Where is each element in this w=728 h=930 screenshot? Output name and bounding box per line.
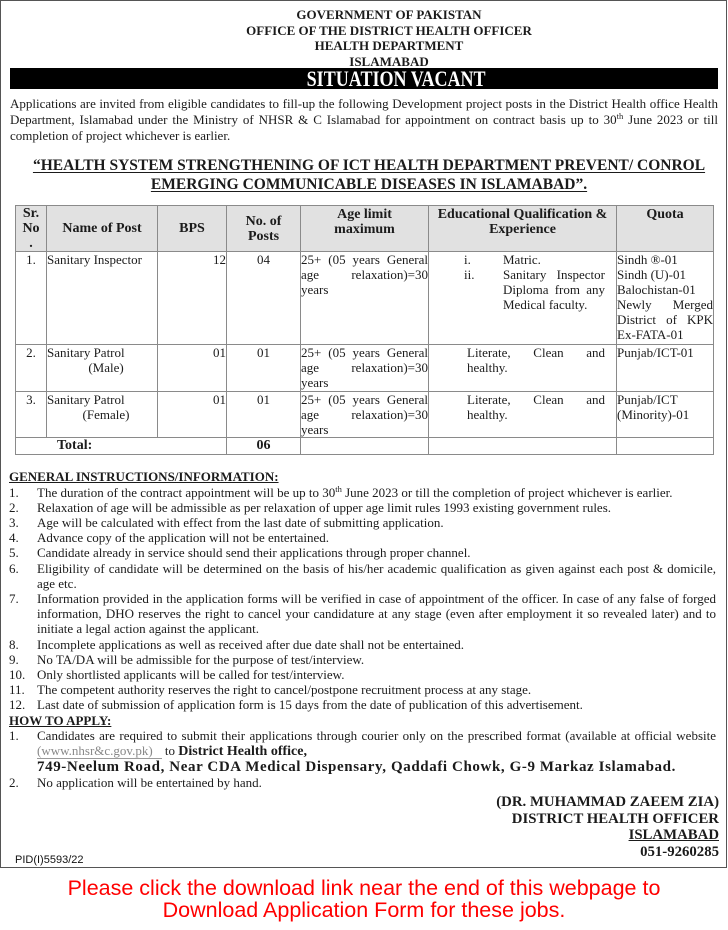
instruction-item	[9, 652, 718, 667]
item-text: Candidate already in service should send their applications through proper channel.	[37, 545, 471, 561]
item-text: No TA/DA will be admissible for the purpose of test/interview.	[37, 651, 365, 667]
apply-instruction-text: Candidates are required to submit their applications through courier only on the prescribed format (available at official website	[37, 727, 716, 743]
item-text-end: June 2023 or till the completion of project whichever is earlier.	[341, 484, 673, 500]
instruction-item	[9, 667, 718, 682]
qualification-numeral: i.	[464, 252, 471, 267]
instruction-item	[9, 485, 718, 500]
item-text: The competent authority reserves the right to cancel/postpone recruitment process at any stage.	[37, 682, 532, 698]
cell-qualification	[429, 392, 617, 438]
item-number: 2.	[9, 499, 19, 515]
quota-entry: Punjab/ICT-01	[617, 345, 694, 360]
cell-bps: 01	[158, 392, 227, 438]
item-number: 7.	[9, 591, 19, 607]
instruction-item	[9, 530, 718, 545]
item-number: 3.	[9, 515, 19, 530]
instruction-item	[9, 500, 718, 515]
qualification-text: Matric.	[503, 252, 541, 267]
quota-entry: Balochistan-01	[617, 282, 696, 297]
col-header-posts	[227, 206, 301, 252]
age-limit-label: Age limit maximum	[334, 207, 395, 237]
post-gender: (Male)	[88, 360, 124, 375]
instruction-item	[9, 561, 718, 591]
instruction-item	[9, 545, 718, 560]
to-label: to	[164, 743, 176, 759]
how-to-apply-heading: HOW TO APPLY:	[9, 712, 112, 728]
cell-qualification	[429, 252, 617, 345]
header-line-city: ISLAMABAD	[349, 53, 429, 69]
col-header-post-name: Name of Post	[47, 206, 158, 252]
table-total-row	[16, 438, 714, 455]
situation-vacant-banner	[10, 68, 718, 89]
cell-posts: 01	[227, 345, 301, 392]
quota-entry: Newly Merged District of KPK Ex-FATA-01	[617, 297, 713, 342]
header-line-office: OFFICE OF THE DISTRICT HEALTH OFFICER	[246, 22, 532, 38]
col-header-age-limit	[301, 206, 429, 252]
pid-number: PID(I)5593/22	[15, 853, 84, 866]
total-empty-cell	[429, 438, 617, 455]
officer-location-text: ISLAMABAD	[628, 827, 719, 844]
qualification-text: Literate, Clean and healthy.	[467, 392, 605, 422]
cell-post-name	[47, 252, 158, 345]
col-header-sr-no	[16, 206, 47, 252]
download-notice-line: Download Application Form for these jobs.	[162, 898, 566, 922]
instruction-item	[9, 682, 718, 697]
cell-bps: 01	[158, 345, 227, 392]
intro-text: Applications are invited from eligible candidates to fill-up the following Development project posts in the District Health office Health Department, Islamabad under the Ministry of NHSR & C Islamabad for appointment on contract basis up to 30	[10, 96, 718, 127]
download-notice-line: Please click the download link near the end of this webpage to	[67, 876, 661, 900]
officer-location	[496, 827, 719, 844]
item-number: 11.	[9, 682, 25, 698]
table-row	[16, 252, 714, 345]
intro-paragraph	[10, 96, 718, 144]
officer-name: (DR. MUHAMMAD ZAEEM ZIA)	[496, 794, 719, 810]
item-number: 4.	[9, 530, 19, 546]
post-gender: (Female)	[82, 407, 130, 422]
office-name: District Health office,	[178, 744, 307, 760]
item-number: 1.	[9, 727, 19, 743]
instructions-section	[9, 469, 718, 790]
signature-block	[496, 794, 719, 861]
instruction-item	[9, 697, 718, 712]
post-name: Sanitary Patrol	[47, 392, 125, 407]
item-number: 5.	[9, 545, 19, 561]
item-text: Incomplete applications as well as received after due date shall not be entertained.	[37, 636, 465, 652]
item-text: Age will be calculated with effect from the last date of submitting application.	[37, 515, 444, 530]
qualification-numeral: ii.	[464, 267, 475, 282]
banner-title: SITUATION VACANT	[307, 68, 486, 89]
cell-bps: 12	[158, 252, 227, 345]
officer-phone: 051-9260285	[640, 844, 719, 861]
item-text: Information provided in the application forms will be verified in case of appointment of the officer. In case of any false of forged information, DHO reserves the right to cancel your candidature at any stage (even after employment it so revealed later) and to initiate a legal action against the applicant.	[37, 591, 716, 637]
item-number: 10.	[9, 667, 26, 683]
item-number: 1.	[9, 484, 19, 500]
cell-quota	[617, 392, 714, 438]
header-line-government: GOVERNMENT OF PAKISTAN	[296, 7, 482, 22]
item-number: 6.	[9, 560, 19, 576]
table-header-row	[16, 206, 714, 252]
instruction-item	[9, 591, 718, 637]
office-header	[51, 7, 727, 69]
item-text	[37, 728, 718, 776]
apply-item	[9, 728, 718, 776]
office-address: 749-Neelum Road, Near CDA Medical Dispensary, Qaddafi Chowk, G-9 Markaz Islamabad.	[37, 759, 676, 776]
item-superscript: th	[335, 484, 342, 494]
quota-entry: Sindh ®-01	[617, 252, 678, 267]
item-text: Relaxation of age will be admissible as per relaxation of upper age limit rules 1993 existing government rules.	[37, 499, 612, 515]
col-header-bps: BPS	[158, 206, 227, 252]
official-website-link[interactable]: (www.nhsr&c.gov.pk)	[37, 743, 162, 759]
total-empty-cell	[617, 438, 714, 455]
qualification-item	[429, 252, 616, 267]
cell-quota	[617, 252, 714, 345]
cell-post-name	[47, 392, 158, 438]
item-text	[37, 485, 718, 500]
cell-quota	[617, 345, 714, 392]
cell-sr-no: 3.	[16, 392, 47, 438]
qualification-item	[429, 267, 616, 312]
cell-posts: 04	[227, 252, 301, 345]
item-text: Eligibility of candidate will be determined on the basis of his/her academic qualification as given against each post & domicile, age etc.	[37, 560, 716, 591]
item-number: 2.	[9, 775, 19, 791]
cell-qualification	[429, 345, 617, 392]
instruction-item	[9, 515, 718, 530]
item-number: 9.	[9, 651, 19, 667]
post-name: Sanitary Patrol	[47, 345, 125, 360]
item-text: No application will be entertained by hand.	[37, 775, 262, 791]
cell-post-name	[47, 345, 158, 392]
general-instructions-heading: GENERAL INSTRUCTIONS/INFORMATION:	[9, 469, 279, 485]
instruction-item	[9, 637, 718, 652]
item-text: Only shortlisted applicants will be called for test/interview.	[37, 667, 345, 683]
quota-label: Quota	[646, 207, 684, 222]
cell-posts: 01	[227, 392, 301, 438]
table-row	[16, 392, 714, 438]
header-line-department: HEALTH DEPARTMENT	[314, 38, 464, 53]
qualification-text: Literate, Clean and healthy.	[467, 345, 605, 375]
qualification-text: Sanitary Inspector Diploma from any Medical faculty.	[503, 267, 605, 312]
item-number: 8.	[9, 636, 19, 652]
quota-entry: Punjab/ICT (Minority)-01	[617, 392, 690, 422]
table-row	[16, 345, 714, 392]
intro-text-end: June 2023 or till completion of project whichever is earlier.	[10, 112, 718, 143]
total-posts: 06	[227, 438, 301, 455]
item-text: Advance copy of the application will not be entertained.	[37, 530, 330, 546]
item-text: Last date of submission of application form is 15 days from the date of publication of this advertisement.	[37, 697, 583, 713]
cell-age-limit: 25+ (05 years General age relaxation)=30 years	[301, 252, 429, 345]
project-title: “HEALTH SYSTEM STRENGTHENING OF ICT HEALTH DEPARTMENT PREVENT/ CONROL EMERGING COMMUNICABLE DISEASES IN ISLAMABAD”.	[32, 156, 706, 194]
cell-age-limit: 25+ (05 years General age relaxation)=30 years	[301, 345, 428, 390]
intro-superscript: th	[616, 111, 624, 122]
sr-no-label: Sr. No.	[22, 206, 40, 251]
quota-entry: Sindh (U)-01	[617, 267, 686, 282]
apply-item	[9, 775, 718, 790]
col-header-qualification	[429, 206, 617, 252]
vacancy-table	[15, 205, 714, 455]
posts-label: No. of Posts	[245, 213, 282, 244]
qualification-label: Educational Qualification & Experience	[437, 207, 608, 237]
item-text-start: The duration of the contract appointment will be up to 30	[37, 484, 336, 500]
download-notice	[0, 877, 728, 921]
cell-sr-no: 1.	[16, 252, 47, 345]
cell-sr-no: 2.	[16, 345, 47, 392]
col-header-quota	[617, 206, 714, 252]
officer-designation: DISTRICT HEALTH OFFICER	[511, 810, 719, 827]
cell-age-limit: 25+ (05 years General age relaxation)=30 years	[301, 392, 428, 437]
post-name: Sanitary Inspector	[47, 252, 142, 267]
total-empty-cell	[301, 438, 429, 455]
total-label: Total:	[16, 438, 227, 455]
item-number: 12.	[9, 697, 26, 713]
